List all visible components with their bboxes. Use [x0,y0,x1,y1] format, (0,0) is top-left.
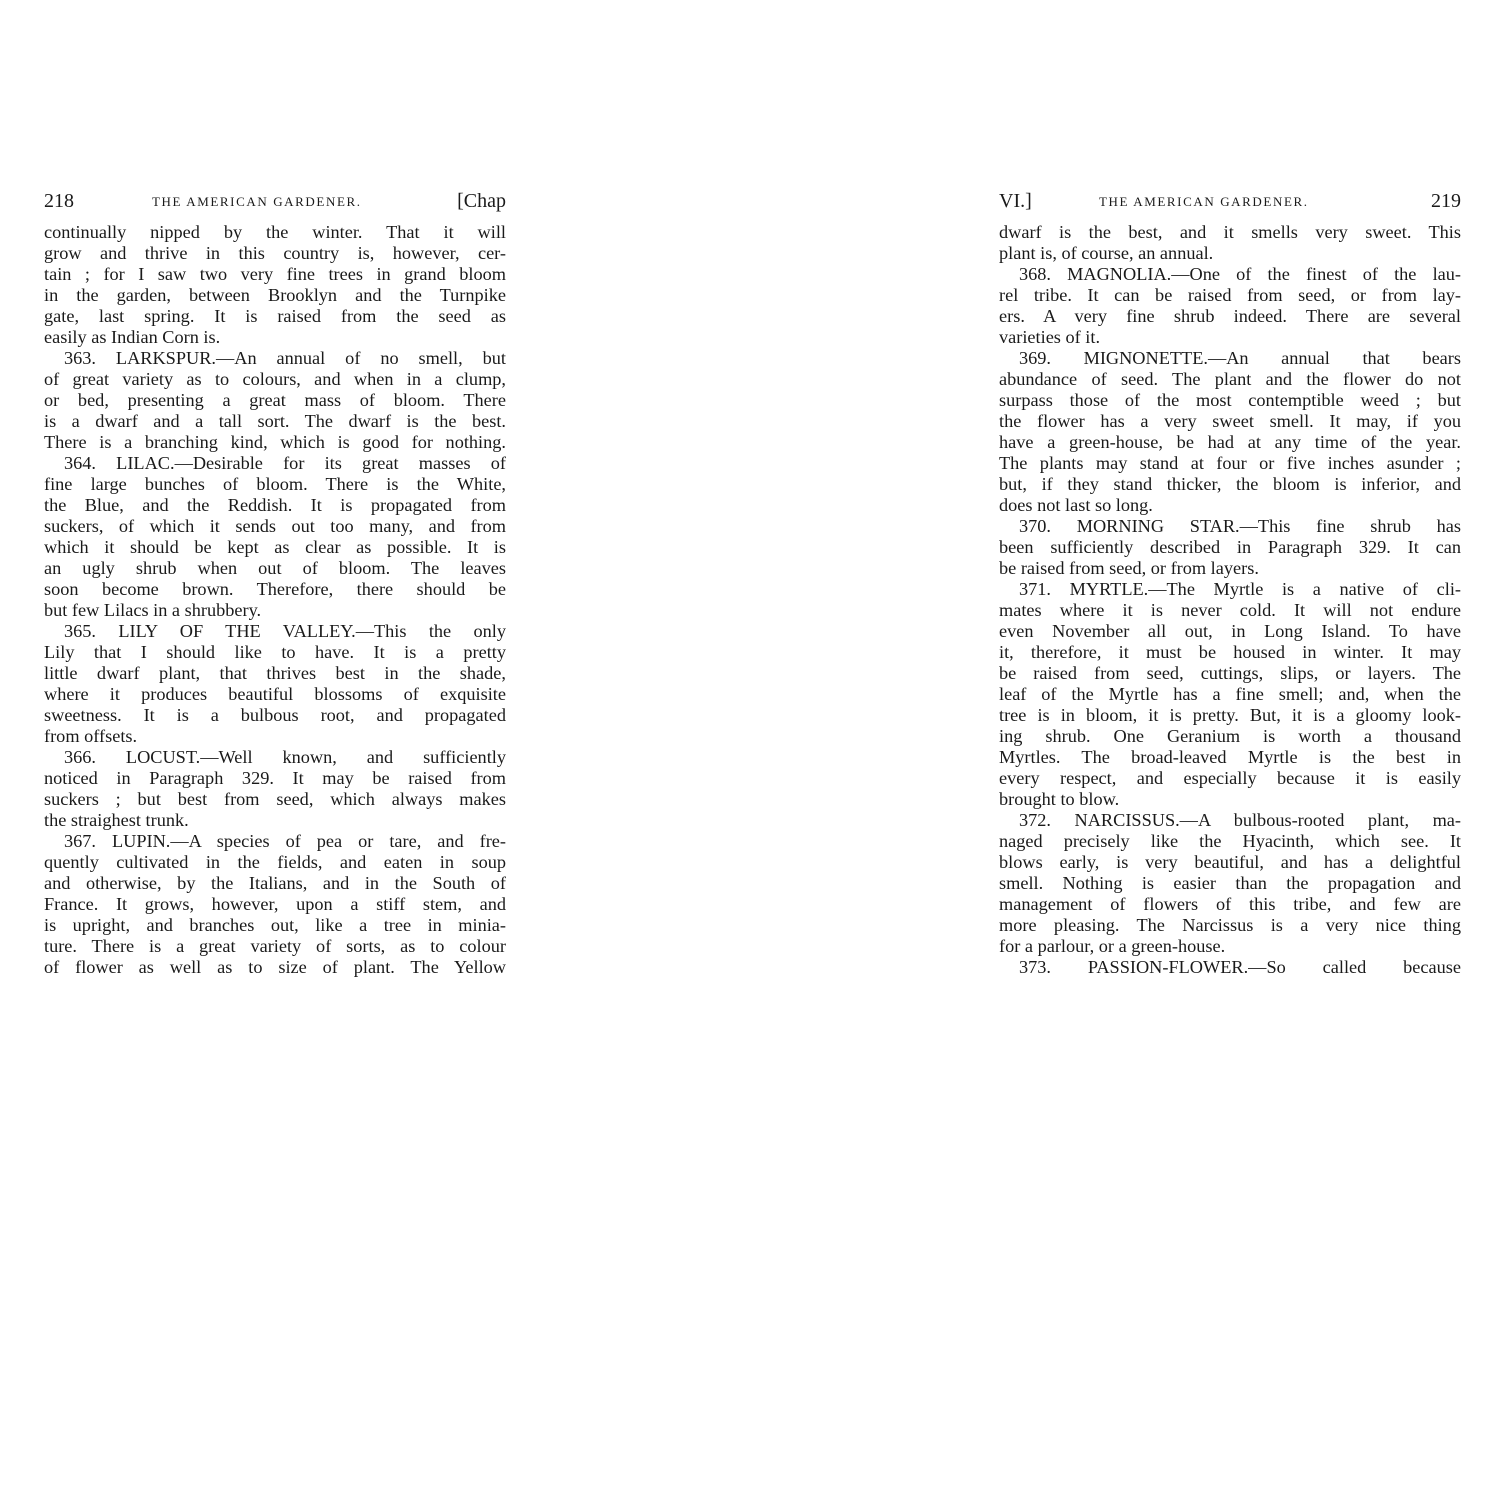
text-line: suckers, of which it sends out too many, and from [44,516,506,536]
text-line: little dwarf plant, that thrives best in the shade, [44,663,506,683]
text-line: the straighest trunk. [44,810,189,830]
text-line: plant is, of course, an annual. [999,243,1214,263]
text-line: smell. Nothing is easier than the propagation and [999,873,1461,893]
text-line: is a dwarf and a tall sort. The dwarf is the best. [44,411,506,431]
text-line: for a parlour, or a green-house. [999,936,1226,956]
text-line: abundance of seed. The plant and the flower do not [999,369,1461,389]
text-line: the Blue, and the Reddish. It is propagated from [44,495,506,515]
text-line: 370. MORNING STAR.—This fine shrub has [1019,516,1461,536]
text-line: and otherwise, by the Italians, and in the South of [44,873,506,893]
text-line: sweetness. It is a bulbous root, and propagated [44,705,506,725]
text-line: France. It grows, however, upon a stiff stem, and [44,894,506,914]
text-line: fine large bunches of bloom. There is the White, [44,474,506,494]
text-line: but, if they stand thicker, the bloom is inferior, and [999,474,1461,494]
text-line: which it should be kept as clear as possible. It is [44,537,506,557]
left-page-body [44,222,506,978]
left-page [44,190,506,978]
text-line: gate, last spring. It is raised from the seed as [44,306,506,326]
text-line: every respect, and especially because it is easily [999,768,1461,788]
text-line: from offsets. [44,726,138,746]
text-line: 367. LUPIN.—A species of pea or tare, and fre- [64,831,506,851]
text-line: ing shrub. One Geranium is worth a thousand [999,726,1461,746]
text-line: 364. LILAC.—Desirable for its great masses of [64,453,506,473]
text-line: the flower has a very sweet smell. It may, if you [999,411,1461,431]
text-line: 369. MIGNONETTE.—An annual that bears [1019,348,1461,368]
text-line: in the garden, between Brooklyn and the Turnpike [44,285,506,305]
text-line: grow and thrive in this country is, however, cer- [44,243,506,263]
text-line: varieties of it. [999,327,1101,347]
text-line: where it produces beautiful blossoms of exquisite [44,684,506,704]
left-chapter-marker: [Chap [457,190,506,212]
text-line: been sufficiently described in Paragraph 329. It can [999,537,1461,557]
text-line: ers. A very fine shrub indeed. There are several [999,306,1461,326]
text-line: of great variety as to colours, and when in a clump, [44,369,506,389]
text-line: The plants may stand at four or five inches asunder ; [999,453,1461,473]
text-line: rel tribe. It can be raised from seed, or from lay- [999,285,1461,305]
text-line: Myrtles. The broad-leaved Myrtle is the best in [999,747,1461,767]
text-line: easily as Indian Corn is. [44,327,221,347]
text-line: tain ; for I saw two very fine trees in grand bloom [44,264,506,284]
text-line: mates where it is never cold. It will not endure [999,600,1461,620]
text-line: surpass those of the most contemptible weed ; but [999,390,1461,410]
text-line: brought to blow. [999,789,1120,809]
right-page [999,190,1461,978]
left-running-head: THE AMERICAN GARDENER. [152,194,362,209]
text-line: 373. PASSION-FLOWER.—So called because [1019,957,1461,977]
text-line: or bed, presenting a great mass of bloom. There [44,390,506,410]
text-line: it, therefore, it must be housed in winter. It may [999,642,1461,662]
text-line: is upright, and branches out, like a tree in minia- [44,915,506,935]
text-line: blows early, is very beautiful, and has a delightful [999,852,1461,872]
text-line: even November all out, in Long Island. To have [999,621,1461,641]
text-line: 371. MYRTLE.—The Myrtle is a native of cli- [1019,579,1461,599]
text-line: of flower as well as to size of plant. The Yellow [44,957,506,977]
text-line: soon become brown. Therefore, there should be [44,579,506,599]
text-line: dwarf is the best, and it smells very sweet. This [999,222,1461,242]
text-line: quently cultivated in the fields, and eaten in soup [44,852,506,872]
right-chapter-marker: VI.] [999,190,1032,212]
text-line: 366. LOCUST.—Well known, and sufficiently [64,747,506,767]
right-page-number: 219 [1431,190,1461,212]
text-line: suckers ; but best from seed, which always makes [44,789,506,809]
text-line: be raised from seed, cuttings, slips, or layers. The [999,663,1461,683]
text-line: but few Lilacs in a shrubbery. [44,600,262,620]
text-line: does not last so long. [999,495,1153,515]
text-line: an ugly shrub when out of bloom. The leaves [44,558,506,578]
left-page-number: 218 [44,190,74,212]
right-page-body [999,222,1461,978]
text-line: tree is in bloom, it is pretty. But, it is a gloomy look- [999,705,1461,725]
text-line: Lily that I should like to have. It is a pretty [44,642,506,662]
text-line: continually nipped by the winter. That it will [44,222,506,242]
text-line: noticed in Paragraph 329. It may be raised from [44,768,506,788]
right-running-head: THE AMERICAN GARDENER. [1099,194,1309,209]
text-line: leaf of the Myrtle has a fine smell; and, when the [999,684,1461,704]
left-page-header [44,190,506,222]
text-line: have a green-house, be had at any time of the year. [999,432,1461,452]
text-line: ture. There is a great variety of sorts, as to colour [44,936,506,956]
text-line: naged precisely like the Hyacinth, which see. It [999,831,1461,851]
right-page-header [999,190,1461,222]
text-line: 368. MAGNOLIA.—One of the finest of the lau- [1019,264,1461,284]
text-line: 372. NARCISSUS.—A bulbous-rooted plant, ma- [1019,810,1461,830]
text-line: more pleasing. The Narcissus is a very nice thing [999,915,1461,935]
text-line: management of flowers of this tribe, and few are [999,894,1461,914]
text-line: There is a branching kind, which is good for nothing. [44,432,506,452]
text-line: be raised from seed, or from layers. [999,558,1259,578]
text-line: 365. LILY OF THE VALLEY.—This the only [64,621,506,641]
text-line: 363. LARKSPUR.—An annual of no smell, but [64,348,506,368]
